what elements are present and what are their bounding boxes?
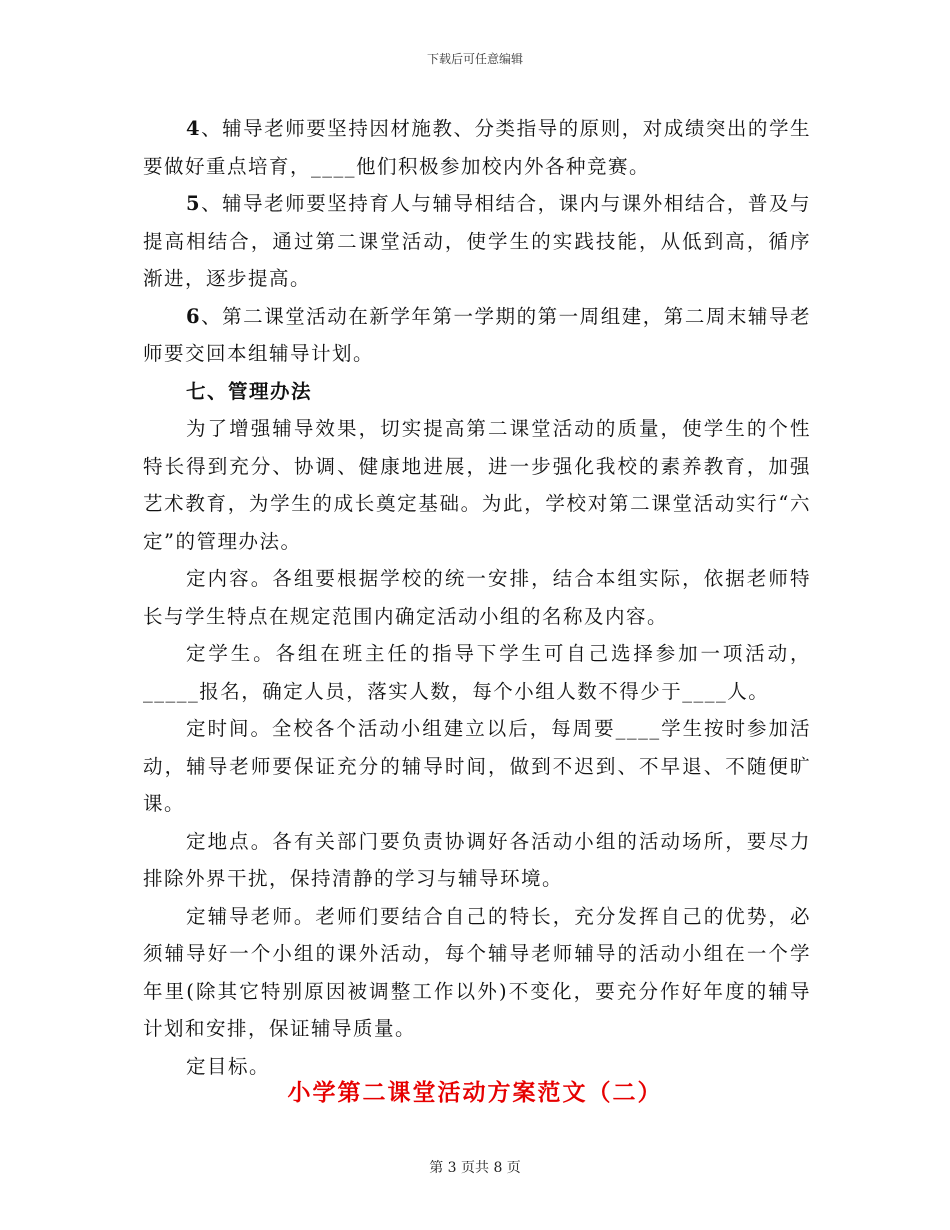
paragraph-item-6 <box>143 298 811 373</box>
page-footer: 第 3 页共 8 页 <box>429 1160 521 1176</box>
paragraph-location: 定地点。各有关部门要负责协调好各活动小组的活动场所，要尽力排除外界干扰，保持清静的学习与辅导环境。 <box>143 829 811 890</box>
item-number: 5 <box>186 192 202 215</box>
paragraph-item-4 <box>143 110 811 185</box>
paragraph-goals: 定目标。 <box>186 1054 271 1078</box>
paragraph-teachers: 定辅导老师。老师们要结合自己的特长，充分发挥自己的优势，必须辅导好一个小组的课外活动，每个辅导老师辅导的活动小组在一个学年里(除其它特别原因被调整工作以外)不变化，要充分作好年度的辅导计划和安排，保证辅导质量。 <box>143 904 811 1040</box>
paragraph-text: 、辅导老师要坚持因材施教、分类指导的原则，对成绩突出的学生要做好重点培育，____他们积极参加校内外各种竞赛。 <box>143 117 811 178</box>
paragraph-item-5 <box>143 185 811 298</box>
item-number: 6 <box>186 304 202 328</box>
document-body <box>143 110 811 1085</box>
paragraph-students: 定学生。各组在班主任的指导下学生可自己选择参加一项活动，_____报名，确定人员，落实人数，每个小组人数不得少于____人。 <box>143 642 811 703</box>
paragraph-text: 、第二课堂活动在新学年第一学期的第一周组建，第二周末辅导老师要交回本组辅导计划。 <box>143 304 811 365</box>
page-header: 下载后可任意编辑 <box>426 52 523 66</box>
paragraph-text: 、辅导老师要坚持育人与辅导相结合，课内与课外相结合，普及与提高相结合，通过第二课堂活动，使学生的实践技能，从低到高，循序渐进，逐步提高。 <box>143 192 811 290</box>
next-document-title: 小学第二课堂活动方案范文（二） <box>287 1079 663 1106</box>
item-number: 4 <box>186 117 202 140</box>
section-heading: 七、管理办法 <box>186 379 313 403</box>
paragraph-content: 定内容。各组要根据学校的统一安排，结合本组实际，依据老师特长与学生特点在规定范围内确定活动小组的名称及内容。 <box>143 567 811 628</box>
paragraph-time: 定时间。全校各个活动小组建立以后，每周要____学生按时参加活动，辅导老师要保证充分的辅导时间，做到不迟到、不早退、不随便旷课。 <box>143 717 811 815</box>
paragraph-intro: 为了增强辅导效果，切实提高第二课堂活动的质量，使学生的个性特长得到充分、协调、健康地进展，进一步强化我校的素养教育，加强艺术教育，为学生的成长奠定基础。为此，学校对第二课堂活动实行“六定”的管理办法。 <box>143 417 811 553</box>
